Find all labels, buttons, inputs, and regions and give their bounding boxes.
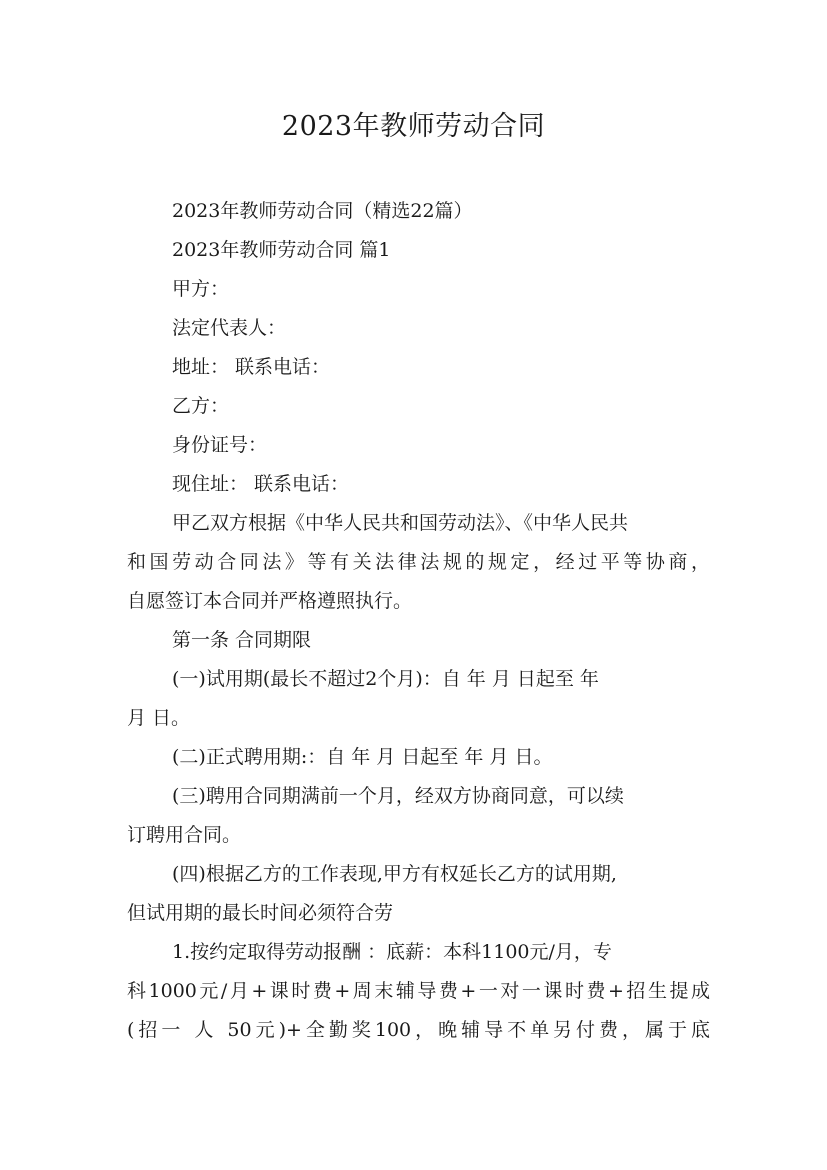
party-a-field: 甲方： — [172, 278, 230, 300]
section-heading: 2023年教师劳动合同 篇1 — [172, 239, 391, 261]
paragraph-line: 和国劳动合同法》等有关法律法规的规定，经过平等协商， — [127, 551, 710, 573]
paragraph-line: 月 日。 — [127, 707, 191, 729]
paragraph-line: (四)根据乙方的工作表现,甲方有权延长乙方的试用期, — [172, 863, 617, 885]
paragraph-line: 科1000元/月+课时费+周末辅导费+一对一课时费+招生提成 — [127, 980, 710, 1002]
paragraph-line: 订聘用合同。 — [127, 824, 242, 846]
document-title: 2023年教师劳动合同 — [281, 111, 546, 142]
paragraph-line: 但试用期的最长时间必须符合劳 — [127, 902, 394, 924]
current-address-phone-field: 现住址： 联系电话： — [172, 473, 350, 495]
paragraph-line: 自愿签订本合同并严格遵照执行。 — [127, 590, 413, 612]
legal-representative-field: 法定代表人： — [172, 317, 287, 339]
paragraph-line: (三)聘用合同期满前一个月，经双方协商同意，可以续 — [172, 785, 624, 807]
id-number-field: 身份证号： — [172, 434, 268, 456]
paragraph-line: 甲乙双方根据《中华人民共和国劳动法》、《中华人民共 — [172, 512, 629, 534]
paragraph-line: (招一 人 50元)+全勤奖100，晚辅导不单另付费，属于底 — [127, 1019, 710, 1041]
paragraph-line: (二)正式聘用期:：自 年 月 日起至 年 月 日。 — [172, 746, 553, 768]
party-b-field: 乙方： — [172, 395, 230, 417]
paragraph-line: (一)试用期(最长不超过2个月)：自 年 月 日起至 年 — [172, 668, 599, 690]
address-phone-field: 地址： 联系电话： — [172, 356, 331, 378]
subtitle-line: 2023年教师劳动合同（精选22篇） — [172, 200, 473, 222]
article-heading: 第一条 合同期限 — [172, 629, 312, 651]
paragraph-line: 1.按约定取得劳动报酬 ：底薪：本科1100元/月，专 — [172, 941, 612, 963]
